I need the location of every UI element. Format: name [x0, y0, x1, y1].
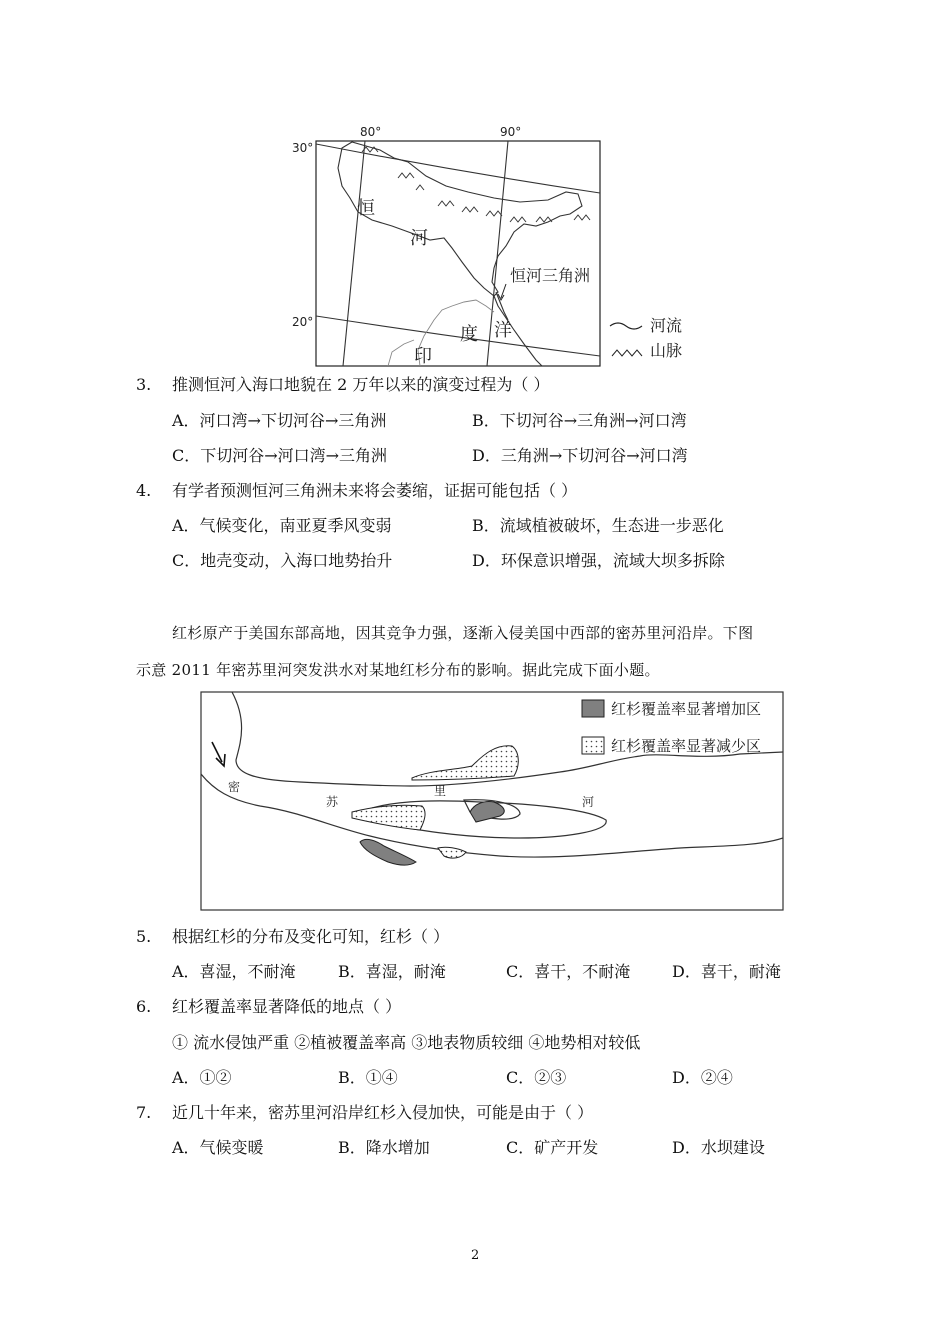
q7-option-c[interactable]: C．矿产开发: [506, 1138, 599, 1157]
parallel-30: [316, 144, 600, 193]
q7-option-d[interactable]: D．水坝建设: [672, 1138, 765, 1157]
question-6-stem: 红杉覆盖率显著降低的地点（ ）: [172, 997, 402, 1016]
legend-decrease-label: 红杉覆盖率显著减少区: [611, 737, 762, 755]
river-char-su: 苏: [326, 795, 339, 809]
q6-option-a[interactable]: A．①②: [172, 1068, 232, 1087]
meridian-80: [343, 141, 365, 366]
river-char-li: 里: [434, 784, 447, 798]
map-frame: [316, 141, 600, 366]
lat-label-20: 20°: [292, 315, 314, 329]
q6-option-c[interactable]: C．②③: [506, 1068, 567, 1087]
label-du: 度: [460, 324, 478, 345]
q3-option-a[interactable]: A．河口湾→下切河谷→三角洲: [172, 411, 387, 430]
q4-option-c[interactable]: C．地壳变动，入海口地势抬升: [172, 551, 393, 570]
river-char-mi: 密: [228, 780, 241, 794]
parallel-20: [316, 316, 600, 356]
label-delta: 恒河三角洲: [510, 266, 591, 285]
q3-option-c[interactable]: C．下切河谷→河口湾→三角洲: [172, 446, 388, 465]
label-heng: 恒: [357, 198, 375, 219]
passage-line-1: 红杉原产于美国东部高地，因其竞争力强，逐渐入侵美国中西部的密苏里河沿岸。下图: [172, 624, 754, 642]
question-7-stem: 近几十年来，密苏里河沿岸红杉入侵加快，可能是由于（ ）: [172, 1103, 594, 1122]
q5-option-c[interactable]: C．喜干，不耐淹: [506, 962, 631, 981]
q6-statements: ① 流水侵蚀严重 ②植被覆盖率高 ③地表物质较细 ④地势相对较低: [172, 1033, 641, 1052]
label-he: 河: [410, 228, 428, 249]
river-legend-icon: [610, 323, 642, 329]
mountain-legend-icon: [612, 350, 642, 356]
river-char-he: 河: [582, 795, 595, 809]
question-3-number: 3.: [136, 375, 152, 394]
lat-label-30: 30°: [292, 141, 314, 155]
question-5-stem: 根据红杉的分布及变化可知，红杉（ ）: [172, 927, 450, 946]
question-6-number: 6.: [136, 997, 152, 1016]
page-number: 2: [471, 1248, 480, 1263]
q7-option-b[interactable]: B．降水增加: [338, 1138, 430, 1157]
q3-option-d[interactable]: D．三角洲→下切河谷→河口湾: [472, 446, 688, 465]
passage-line-2: 示意 2011 年密苏里河突发洪水对某地红杉分布的影响。据此完成下面小题。: [136, 661, 660, 679]
legend-decrease-swatch: [582, 737, 604, 754]
q4-option-a[interactable]: A．气候变化，南亚夏季风变弱: [172, 516, 392, 535]
legend-increase-swatch: [582, 700, 604, 717]
q4-option-d[interactable]: D．环保意识增强，流域大坝多拆除: [472, 551, 725, 570]
lon-label-80: 80°: [360, 125, 382, 139]
lon-label-90: 90°: [500, 125, 522, 139]
ganges-map: [290, 118, 700, 368]
q5-option-b[interactable]: B．喜湿，耐淹: [338, 962, 446, 981]
label-yin: 印: [414, 346, 432, 367]
q3-option-b[interactable]: B．下切河谷→三角洲→河口湾: [472, 411, 687, 430]
question-7-number: 7.: [136, 1103, 152, 1122]
q4-option-b[interactable]: B．流域植被破坏，生态进一步恶化: [472, 516, 724, 535]
q6-option-d[interactable]: D．②④: [672, 1068, 733, 1087]
label-yang: 洋: [494, 320, 512, 341]
q7-option-a[interactable]: A．气候变暖: [172, 1138, 264, 1157]
q5-option-a[interactable]: A．喜湿，不耐淹: [172, 962, 296, 981]
legend-increase-label: 红杉覆盖率显著增加区: [611, 700, 762, 718]
question-3-stem: 推测恒河入海口地貌在 2 万年以来的演变过程为（ ）: [172, 375, 550, 394]
legend-mountain-label: 山脉: [650, 341, 683, 360]
missouri-map: [199, 690, 785, 912]
q6-option-b[interactable]: B．①④: [338, 1068, 398, 1087]
question-5-number: 5.: [136, 927, 152, 946]
legend-river-label: 河流: [650, 316, 683, 335]
q5-option-d[interactable]: D．喜干，耐淹: [672, 962, 781, 981]
question-4-stem: 有学者预测恒河三角洲未来将会萎缩，证据可能包括（ ）: [172, 481, 578, 500]
question-4-number: 4.: [136, 481, 152, 500]
